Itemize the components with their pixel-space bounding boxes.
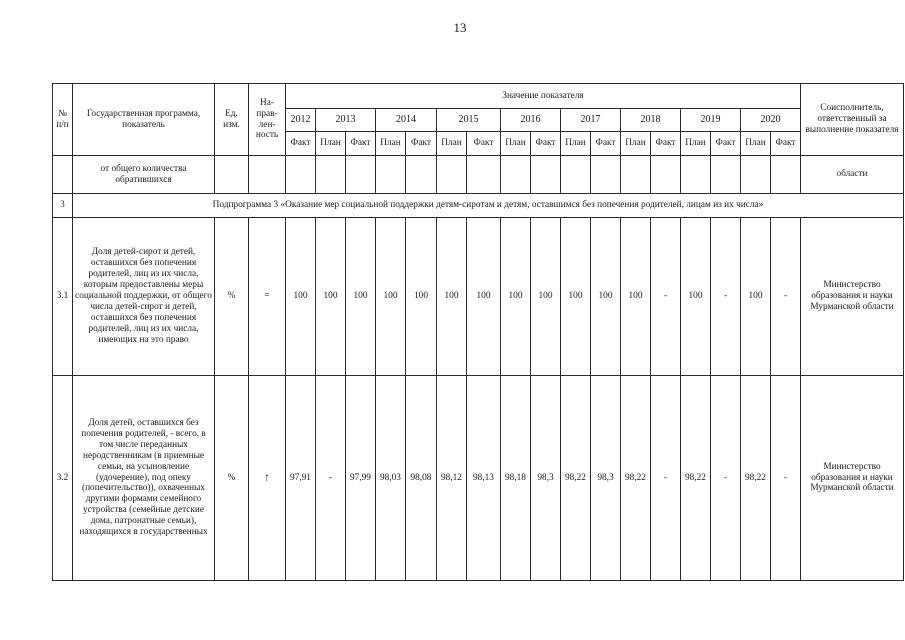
value-cell: 100 [741, 218, 771, 376]
value-cell: 100 [467, 218, 501, 376]
header-coexecutor: Соисполнитель, ответственный за выполнение показателя [801, 84, 904, 156]
value-cell: 100 [531, 218, 561, 376]
value-cell: - [316, 376, 346, 581]
value-cell: 98,3 [531, 376, 561, 581]
subheader-cell: План [437, 132, 467, 156]
value-cell: 100 [681, 218, 711, 376]
year-2014: 2014 [376, 109, 437, 132]
value-cell: 100 [406, 218, 437, 376]
value-cell: 98,22 [561, 376, 591, 581]
value-cell: 100 [501, 218, 531, 376]
subheader-cell: Факт [286, 132, 316, 156]
value-cell: 98,22 [741, 376, 771, 581]
header-program: Государственная программа, показатель [73, 84, 215, 156]
value-cell: - [651, 218, 681, 376]
subheader-cell: План [501, 132, 531, 156]
year-2015: 2015 [437, 109, 501, 132]
value-cell: 98,12 [437, 376, 467, 581]
subheader-cell: План [741, 132, 771, 156]
year-2012: 2012 [286, 109, 316, 132]
header-row-1 [53, 84, 904, 109]
value-cell: 97,99 [346, 376, 376, 581]
subheader-cell: План [376, 132, 406, 156]
value-cell: 98,22 [681, 376, 711, 581]
subheader-cell: Факт [346, 132, 376, 156]
row-num: 3.2 [53, 376, 73, 581]
value-cell: 100 [316, 218, 346, 376]
year-2017: 2017 [561, 109, 621, 132]
row-num: 3.1 [53, 218, 73, 376]
row-unit: % [215, 376, 249, 581]
row-program: Доля детей-сирот и детей, оставшихся без попечения родителей, лиц из их числа, которым предоставлены меры социальной поддержки, от общего числа детей-сирот и детей, оставшихся без попечения родителей, лиц из их числа, имеющих на это право [73, 218, 215, 376]
continuation-num [53, 156, 73, 194]
value-cell: 98,18 [501, 376, 531, 581]
subheader-cell: Факт [467, 132, 501, 156]
subheader-cell: Факт [591, 132, 621, 156]
value-cell: 100 [346, 218, 376, 376]
header-direction: На-прав-лен-ность [249, 84, 286, 156]
value-cell: 98,08 [406, 376, 437, 581]
header-values-title: Значение показателя [286, 84, 801, 109]
value-cell: - [771, 376, 801, 581]
value-cell: 100 [437, 218, 467, 376]
table-row [53, 376, 904, 581]
year-2016: 2016 [501, 109, 561, 132]
subprogram-row [53, 194, 904, 218]
subheader-cell: Факт [651, 132, 681, 156]
value-cell: 100 [376, 218, 406, 376]
row-unit: % [215, 218, 249, 376]
up-arrow-icon: ↑ [264, 470, 270, 485]
row-coexecutor: Министерство образования и науки Мурманской области [801, 218, 904, 376]
value-cell: 100 [286, 218, 316, 376]
value-cell: - [651, 376, 681, 581]
row-program: Доля детей, оставшихся без попечения родителей, - всего, в том числе переданных неродственникам (в приемные семьи, на усыновление (удочерение), под опеку (попечительство)), охваченных другими формами семейного устройства (семейные детские дома, патронатные семьи), находящихся в государственных [73, 376, 215, 581]
value-cell: 98,3 [591, 376, 621, 581]
subheader-cell: Факт [531, 132, 561, 156]
subheader-cell: План [316, 132, 346, 156]
subheader-cell: Факт [771, 132, 801, 156]
value-cell: 100 [561, 218, 591, 376]
row-direction: = [249, 218, 286, 376]
value-cell: - [711, 376, 741, 581]
value-cell: 100 [621, 218, 651, 376]
subheader-cell: План [621, 132, 651, 156]
value-cell: 100 [591, 218, 621, 376]
subheader-cell: План [681, 132, 711, 156]
continuation-program: от общего количества обратившихся [73, 156, 215, 194]
value-cell: 98,03 [376, 376, 406, 581]
value-cell: - [711, 218, 741, 376]
indicator-table [52, 83, 904, 581]
page-number: 13 [453, 20, 467, 35]
year-2018: 2018 [621, 109, 681, 132]
subheader-cell: План [561, 132, 591, 156]
year-2020: 2020 [741, 109, 801, 132]
value-cell: 97,91 [286, 376, 316, 581]
continuation-coexecutor: области [801, 156, 904, 194]
subprogram-num: 3 [53, 194, 73, 218]
year-2013: 2013 [316, 109, 376, 132]
value-cell: - [771, 218, 801, 376]
subheader-cell: Факт [711, 132, 741, 156]
value-cell: 98,13 [467, 376, 501, 581]
row-direction [249, 376, 286, 581]
subprogram-title: Подпрограмма 3 «Оказание мер социальной поддержки детям-сиротам и детям, оставшимся без попечения родителей, лицам из их числа» [73, 194, 904, 218]
year-2019: 2019 [681, 109, 741, 132]
subheader-cell: Факт [406, 132, 437, 156]
row-coexecutor: Министерство образования и науки Мурманской области [801, 376, 904, 581]
value-cell: 98,22 [621, 376, 651, 581]
header-num: № п/п [53, 84, 73, 156]
header-unit: Ед. изм. [215, 84, 249, 156]
continuation-row [53, 156, 904, 194]
table-row [53, 218, 904, 376]
